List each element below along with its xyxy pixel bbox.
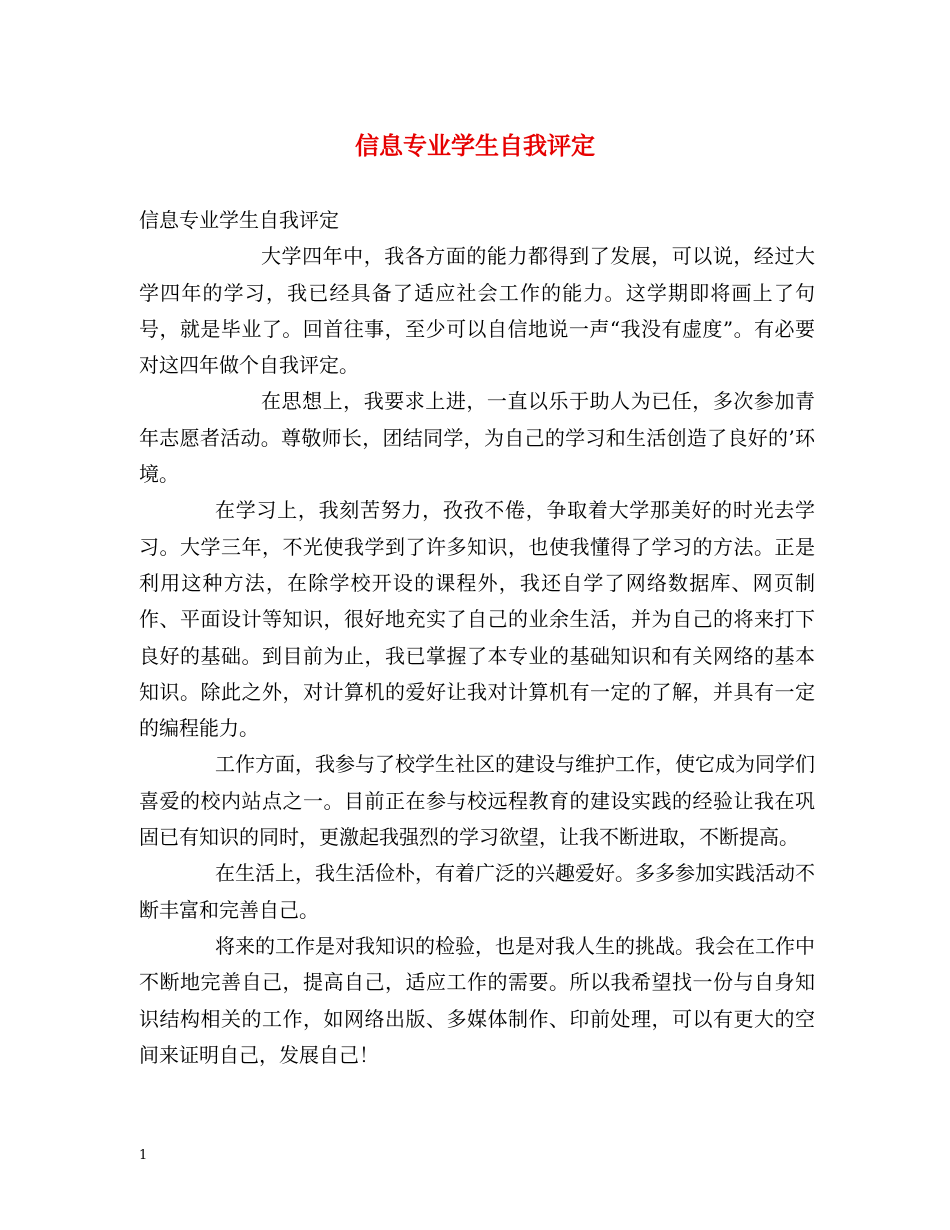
paragraph-1: 大学四年中，我各方面的能力都得到了发展，可以说，经过大学四年的学习，我已经具备了适应社会工作的能力。这学期即将画上了句号，就是毕业了。回首往事，至少可以自信地说一声“我没有虚度”。有必要对这四年做个自我评定。 xyxy=(139,244,815,378)
paragraph-6: 将来的工作是对我知识的检验，也是对我人生的挑战。我会在工作中不断地完善自己，提高自己，适应工作的需要。所以我希望找一份与自身知识结构相关的工作，如网络出版、多媒体制作、印前处理，可以有更大的空间来证明自己，发展自己！ xyxy=(139,933,815,1067)
paragraph-4: 工作方面，我参与了校学生社区的建设与维护工作，使它成为同学们喜爱的校内站点之一。目前正在参与校远程教育的建设实践的经验让我在巩固已有知识的同时，更激起我强烈的学习欲望，让我不断进取，不断提高。 xyxy=(139,752,815,850)
paragraph-2: 在思想上，我要求上进，一直以乐于助人为已任，多次参加青年志愿者活动。尊敬师长，团结同学，为自己的学习和生活创造了良好的’环境。 xyxy=(139,389,815,487)
document-title: 信息专业学生自我评定 xyxy=(355,131,595,160)
paragraph-3: 在学习上，我刻苦努力，孜孜不倦，争取着大学那美好的时光去学习。大学三年，不光使我学到了许多知识，也使我懂得了学习的方法。正是利用这种方法，在除学校开设的课程外，我还自学了网络数据库、网页制作、平面设计等知识，很好地充实了自己的业余生活，并为自己的将来打下良好的基础。到目前为止，我已掌握了本专业的基础知识和有关网络的基本知识。除此之外，对计算机的爱好让我对计算机有一定的了解，并具有一定的编程能力。 xyxy=(139,498,815,741)
paragraph-5: 在生活上，我生活俭朴，有着广泛的兴趣爱好。多多参加实践活动不断丰富和完善自己。 xyxy=(139,861,815,922)
page-number: 1 xyxy=(139,1148,148,1163)
document-body xyxy=(139,202,815,1073)
subtitle-line: 信息专业学生自我评定 xyxy=(139,208,339,232)
